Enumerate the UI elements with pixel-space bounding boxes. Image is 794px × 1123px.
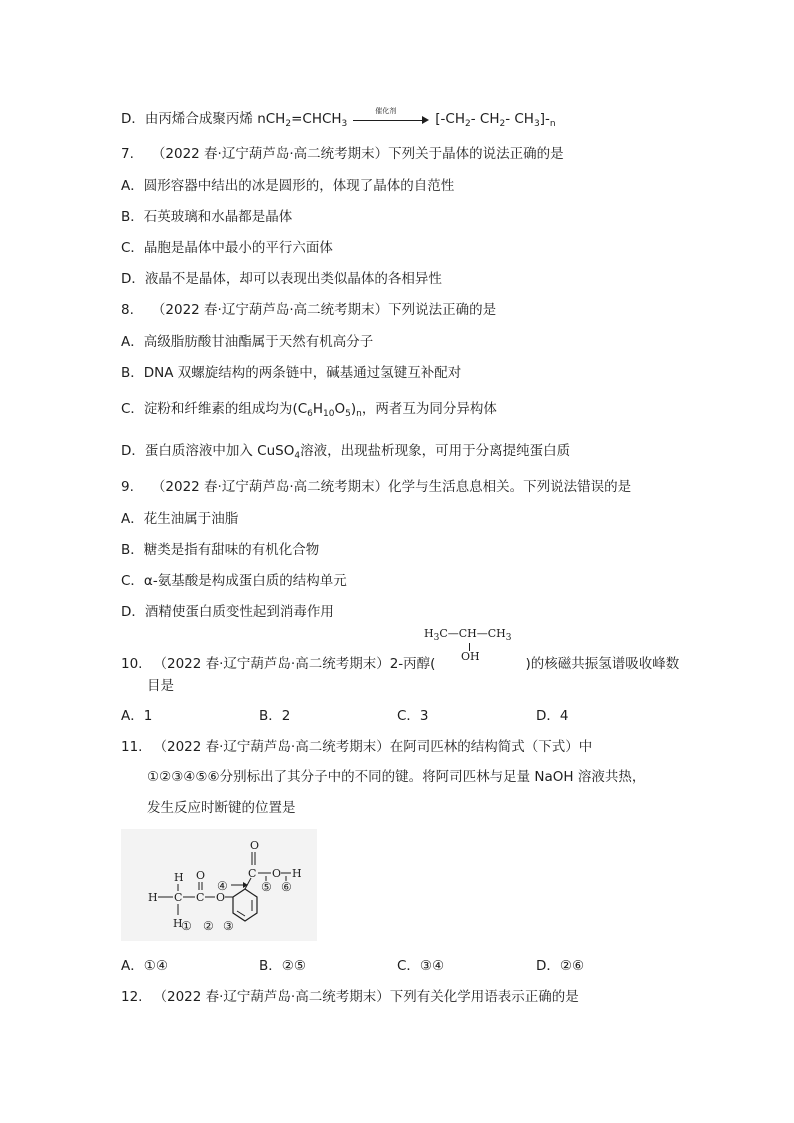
- q10-option-b: B．2: [259, 708, 291, 724]
- q7-option-a: A．圆形容器中结出的冰是圆形的，体现了晶体的自范性: [121, 178, 455, 194]
- atom-h-acid: H: [292, 867, 302, 880]
- question-stem: )的核磁共振氢谱吸收峰数: [525, 656, 680, 672]
- q7-option-b: B．石英玻璃和水晶都是晶体: [121, 209, 293, 225]
- question-stem: （2022 春·辽宁葫芦岛·高二统考期末）下列说法正确的是: [151, 302, 497, 318]
- question-stem: （2022 春·辽宁葫芦岛·高二统考期末）2-丙醇(: [153, 656, 436, 672]
- marker-1: ①: [181, 919, 192, 933]
- formula-part: (C: [292, 401, 308, 417]
- question-number: 11.: [121, 739, 143, 755]
- q10-option-a: A．1: [121, 708, 153, 724]
- formula-part: - CH: [505, 111, 534, 127]
- q10-stem: [121, 655, 679, 673]
- atom-c2: C: [196, 891, 205, 904]
- subscript: 3: [533, 119, 540, 129]
- formula-part: [-CH: [435, 111, 465, 127]
- option-text: C．淀粉和纤维素的组成均为: [121, 401, 293, 417]
- q9-option-b: B．糖类是指有甜味的有机化合物: [121, 542, 320, 558]
- subscript: n: [549, 119, 556, 129]
- subscript: 3: [433, 633, 440, 643]
- struct-oh: OH: [461, 650, 480, 663]
- aspirin-structure-diagram: [121, 829, 317, 941]
- atom-h-left: H: [148, 891, 158, 904]
- question-stem: （2022 春·辽宁葫芦岛·高二统考期末）下列关于晶体的说法正确的是: [151, 146, 564, 162]
- atom-o-top: O: [250, 839, 260, 852]
- question-stem: （2022 春·辽宁葫芦岛·高二统考期末）化学与生活息息相关。下列说法错误的是: [151, 479, 632, 495]
- q9-option-d: D．酒精使蛋白质变性起到消毒作用: [121, 604, 334, 620]
- q11-option-b: B．②⑤: [259, 958, 306, 974]
- formula-part: =CHCH: [291, 111, 342, 127]
- isopropanol-structure: [424, 627, 512, 643]
- atom-c3: C: [248, 867, 257, 880]
- marker-3: ③: [223, 919, 234, 933]
- formula-part: ): [350, 401, 357, 417]
- catalyst-label: 催化剂: [375, 107, 397, 115]
- reaction-arrow: [353, 107, 429, 125]
- struct-atom: H: [424, 627, 434, 640]
- q11-stem: [121, 738, 592, 756]
- q8-stem: [121, 301, 496, 319]
- formula-part: O: [334, 401, 346, 417]
- subscript: 2: [285, 119, 292, 129]
- formula-part: ]-: [539, 111, 550, 127]
- marker-5: ⑤: [261, 880, 272, 894]
- subscript: 6: [307, 409, 313, 419]
- marker-4: ④: [217, 879, 228, 893]
- option-text: 由丙烯合成聚丙烯 nCH: [144, 111, 286, 127]
- atom-o-carbonyl: O: [196, 869, 206, 882]
- q8-option-b: B．DNA 双螺旋结构的两条链中，碱基通过氢键互补配对: [121, 365, 462, 381]
- question-stem: （2022 春·辽宁葫芦岛·高二统考期末）在阿司匹林的结构简式（下式）中: [153, 739, 593, 755]
- marker-6: ⑥: [281, 880, 292, 894]
- q11-option-c: C．③④: [397, 958, 445, 974]
- option-text: ，两者互为同分异构体: [361, 401, 497, 417]
- atom-o-ester: O: [216, 891, 226, 904]
- q8-option-d: [121, 442, 570, 465]
- q6-option-d: [121, 107, 556, 133]
- subscript: 4: [294, 451, 301, 461]
- subscript: n: [356, 409, 362, 419]
- question-number: 12.: [121, 989, 143, 1005]
- q7-stem: [121, 145, 564, 163]
- q7-option-c: C．晶胞是晶体中最小的平行六面体: [121, 240, 333, 256]
- question-stem: （2022 春·辽宁葫芦岛·高二统考期末）下列有关化学用语表示正确的是: [153, 989, 579, 1005]
- atom-h-top: H: [174, 871, 184, 884]
- q10-stem-line2: 目是: [147, 678, 174, 694]
- q8-option-c: [121, 400, 497, 423]
- option-label: D．: [121, 111, 145, 127]
- subscript: 2: [465, 119, 471, 129]
- q11-option-a: A．①④: [121, 958, 168, 974]
- subscript: 2: [499, 119, 506, 129]
- q10-option-d: D．4: [536, 708, 569, 724]
- subscript: 3: [505, 633, 512, 643]
- subscript: 3: [341, 119, 348, 129]
- q11-stem-line2: ①②③④⑤⑥分别标出了其分子中的不同的键。将阿司匹林与足量 NaOH 溶液共热，: [147, 769, 646, 785]
- question-number: 7.: [121, 146, 134, 162]
- q11-stem-line3: 发生反应时断键的位置是: [147, 800, 296, 816]
- q11-option-d: D．②⑥: [536, 958, 585, 974]
- subscript: 10: [323, 409, 335, 419]
- atom-c1: C: [174, 891, 183, 904]
- marker-2: ②: [203, 919, 214, 933]
- question-number: 8.: [121, 302, 134, 318]
- q9-stem: [121, 478, 631, 496]
- q9-option-c: C．α-氨基酸是构成蛋白质的结构单元: [121, 573, 347, 589]
- atom-o-acid: O: [272, 867, 282, 880]
- q8-option-a: A．高级脂肪酸甘油酯属于天然有机高分子: [121, 334, 374, 350]
- struct-chain: C—CH—CH: [439, 627, 506, 640]
- q9-option-a: A．花生油属于油脂: [121, 511, 239, 527]
- atom-h-bottom: H: [173, 917, 183, 930]
- formula-part: - CH: [470, 111, 500, 127]
- q10-option-c: C．3: [397, 708, 429, 724]
- subscript: 5: [345, 409, 351, 419]
- q7-option-d: D．液晶不是晶体，却可以表现出类似晶体的各相异性: [121, 271, 442, 287]
- q12-stem: [121, 988, 579, 1006]
- question-number: 10.: [121, 656, 143, 672]
- option-text: D．蛋白质溶液中加入 CuSO: [121, 443, 295, 459]
- formula-part: H: [312, 401, 324, 417]
- question-number: 9.: [121, 479, 134, 495]
- option-text: 溶液，出现盐析现象，可用于分离提纯蛋白质: [300, 443, 571, 459]
